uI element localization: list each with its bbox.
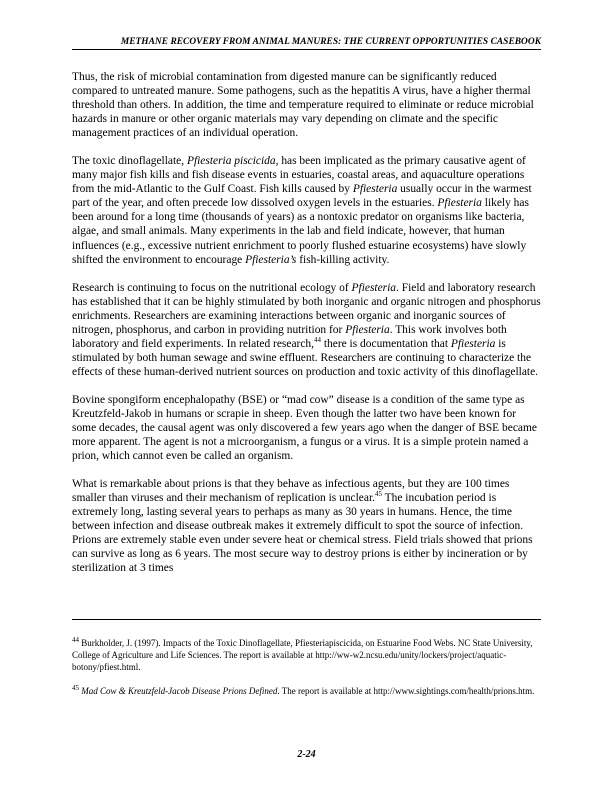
running-header: METHANE RECOVERY FROM ANIMAL MANURES: THE CURRENT OPPORTUNITIES CASEBOOK (120, 37, 541, 47)
page-number: 2-24 (297, 749, 316, 760)
footnotes (72, 637, 541, 709)
footnote-ref-44: 44 (313, 335, 321, 344)
paragraph-2: The toxic dinoflagellate, Pfiesteria piscicida, has been implicated as the primary causative agent of many major fish kills and fish disease events in estuaries, coastal areas, and aquaculture operations from the mid-Atlantic to the Gulf Coast. Fish kills caused by Pfiesteria usually occur in the warmest part of the year, and often precede low dissolved oxygen levels in the estuaries. Pfiesteria likely has been around for a long time (thousands of years) as a nontoxic predator on organisms like bacteria, algae, and small animals. Many experiments in the lab and field indicate, however, that human influences (e.g., excessive nutrient enrichment to poorly flushed estuarine ecosystems) have slowly shifted the environment to encourage Pfiesteria’s fish-killing activity. (72, 155, 532, 266)
footnote-44: $^{44}$ Burkholder, J. (1997). Impacts of the Toxic Dinoflagellate, Pfiesteriapiscicida, on Estuarine Food Webs. NC State University, College of Agriculture and Life Sciences. The report is available at http://ww-w2.ncsu.edu/unity/lockers/project/aquatic-botony/pfiest.html. (72, 636, 533, 672)
paragraph-3: Research is continuing to focus on the nutritional ecology of Pfiesteria. Field and laboratory research has established that it can be highly stimulated by both inorganic and organic nitrogen and phosphorus enrichments. Researchers are examining interactions between organic and inorganic sources of nitrogen, phosphorus, and carbon in providing nutrition for Pfiesteria. This work involves both laboratory and field experiments. In related research,$^{44}$ there is documentation that Pfiesteria is stimulated by both human sewage and swine effluent. Researchers are continuing to characterize the effects of these human-derived nutrient sources on production and toxic activity of this dinoflagellate. (72, 281, 541, 378)
body-text (72, 70, 543, 590)
paragraph-5: What is remarkable about prions is that they behave as infectious agents, but they are 100 times smaller than viruses and their mechanism of replication is unclear.$^{45}$ The incubation period is extremely long, lasting several years to perhaps as many as 30 years in humans. Hence, the time between infection and disease outbreak makes it extremely difficult to spot the source of infection. Prions are extremely stable even under severe heat or chemical stress. Field trials showed that prions can survive as long as 6 years. The most secure way to destroy prions is either by incineration or by sterilization at 3 times (72, 478, 533, 575)
footnote-ref-45: 45 (375, 490, 382, 499)
paragraph-4: Bovine spongiform encephalopathy (BSE) or “mad cow” disease is a condition of the same type as Kreutzfeld-Jakob in humans or scrapie in sheep. Even though the latter two have been known for some decades, the causal agent was only discovered a few years ago when the danger of BSE became more apparent. The agent is not a microorganism, a fungus or a virus. It is a simple protein named a prion, which cannot even be called an organism. (72, 393, 537, 463)
footnote-45: $^{45}$ Mad Cow & Kreutzfeld-Jacob Disease Prions Defined. The report is available at http://www.sightings.com/health/prions.htm. (72, 684, 535, 696)
paragraph-1: Thus, the risk of microbial contamination from digested manure can be significantly reduced compared to untreated manure. Some pathogens, such as the hepatitis A virus, have a higher thermal threshold than others. In addition, the time and temperature required to eliminate or reduce microbial hazards in manure or other organic materials may vary depending on climate and the specific management practices of an individual operation. (72, 71, 534, 140)
header-rule (72, 49, 541, 50)
footnote-rule (72, 619, 541, 620)
